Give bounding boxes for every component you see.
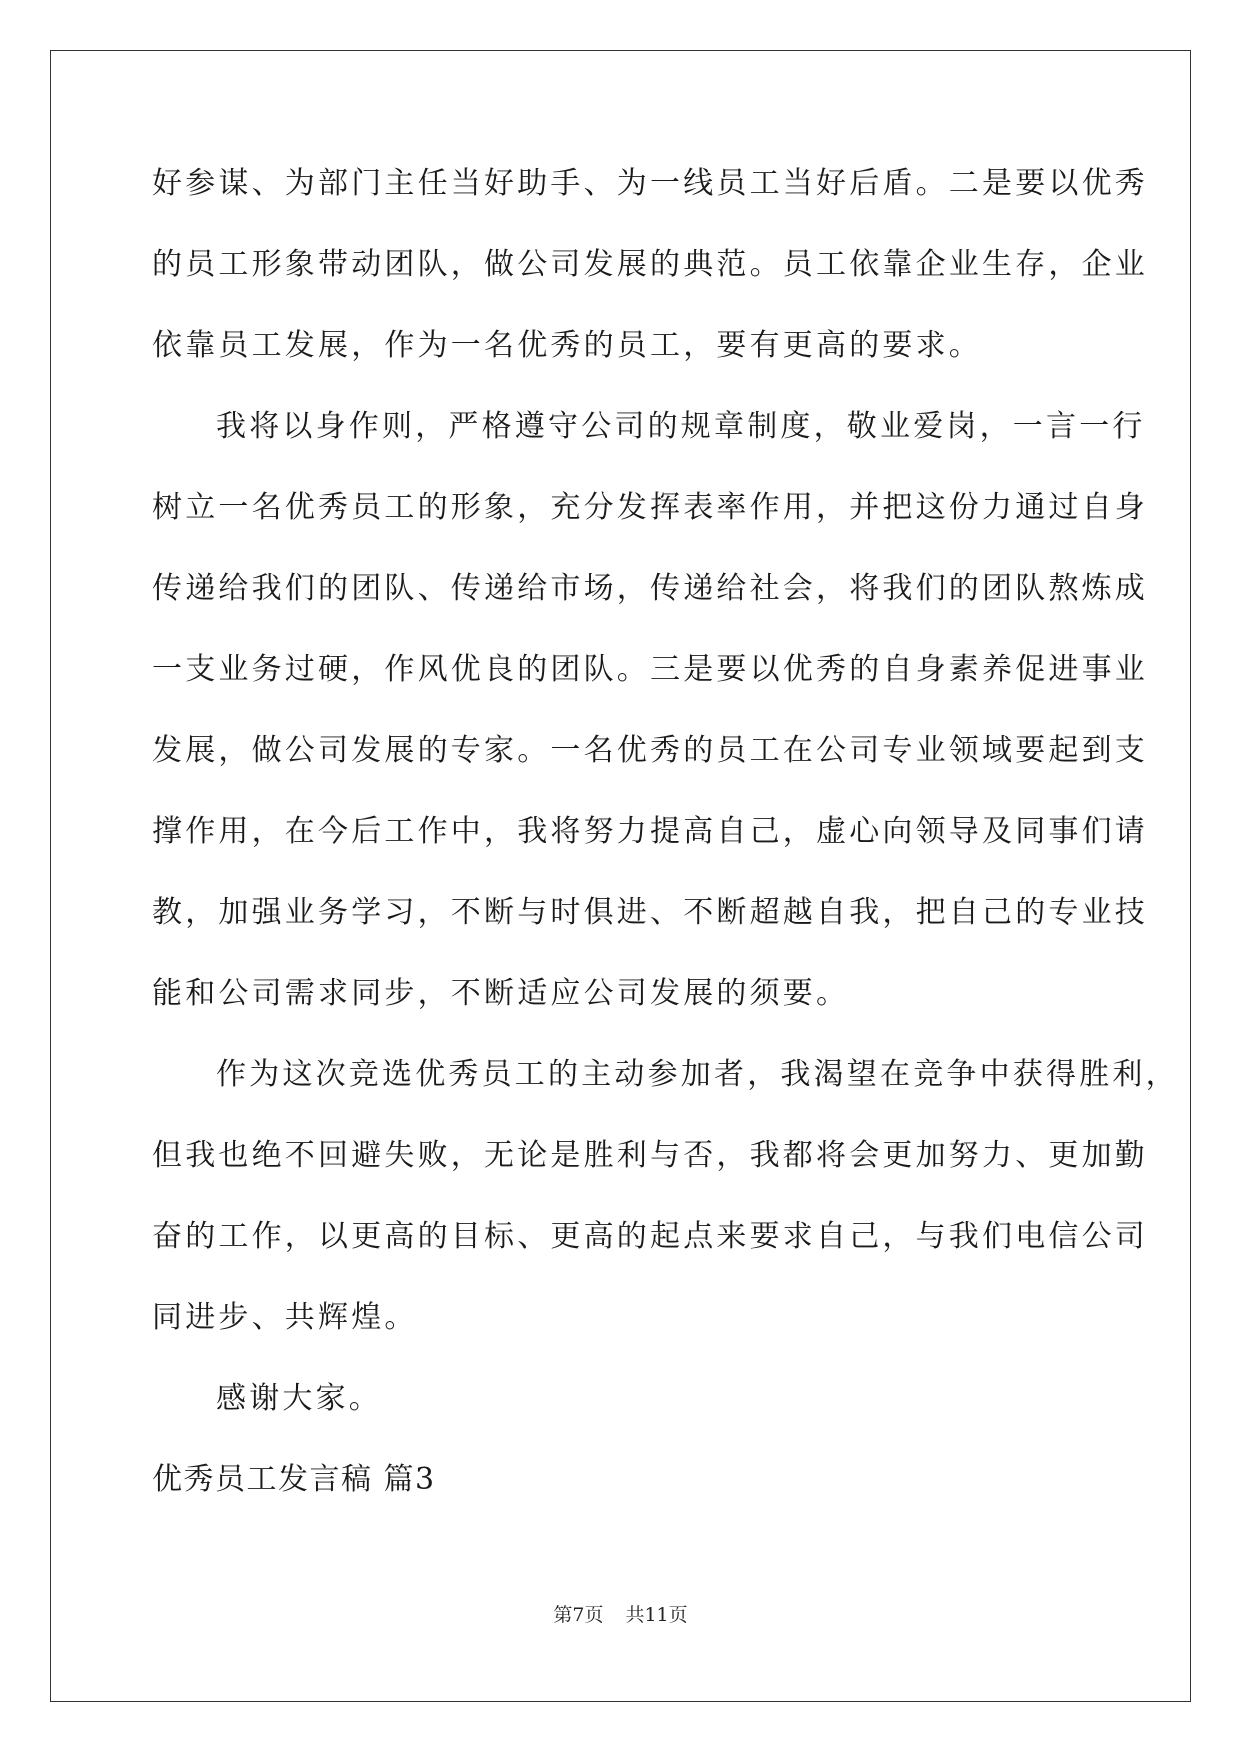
paragraph-line: 教，加强业务学习，不断与时俱进、不断超越自我，把自己的专业技: [152, 895, 1148, 930]
closing-line: 感谢大家。: [216, 1381, 382, 1416]
paragraph-line: 但我也绝不回避失败，无论是胜利与否，我都将会更加努力、更加勤: [152, 1138, 1148, 1173]
paragraph-line: 我将以身作则，严格遵守公司的规章制度，敬业爱岗，一言一行: [216, 409, 1146, 444]
paragraph-line: 传递给我们的团队、传递给市场，传递给社会，将我们的团队熬炼成: [152, 571, 1148, 606]
paragraph-line: 撑作用，在今后工作中，我将努力提高自己，虚心向领导及同事们请: [152, 814, 1148, 849]
page-number: 第7页: [553, 1604, 604, 1626]
paragraph-line: 同进步、共辉煌。: [152, 1300, 418, 1335]
paragraph-line: 能和公司需求同步，不断适应公司发展的须要。: [152, 976, 850, 1011]
paragraph-line: 树立一名优秀员工的形象，充分发挥表率作用，并把这份力通过自身: [152, 490, 1148, 525]
paragraph-line: 奋的工作，以更高的目标、更高的起点来要求自己，与我们电信公司: [152, 1219, 1148, 1254]
paragraph-line: 的员工形象带动团队，做公司发展的典范。员工依靠企业生存，企业: [152, 247, 1148, 282]
paragraph-line: 好参谋、为部门主任当好助手、为一线员工当好后盾。二是要以优秀: [152, 166, 1148, 201]
page-footer: [0, 1600, 1241, 1627]
paragraph-line: 依靠员工发展，作为一名优秀的员工，要有更高的要求。: [152, 328, 982, 363]
total-pages: 共11页: [625, 1604, 688, 1626]
paragraph-line: 发展，做公司发展的专家。一名优秀的员工在公司专业领域要起到支: [152, 733, 1148, 768]
section-heading: 优秀员工发言稿 篇3: [152, 1462, 436, 1497]
paragraph-line: 作为这次竞选优秀员工的主动参加者，我渴望在竞争中获得胜利，: [216, 1057, 1179, 1092]
document-body: [152, 156, 1179, 1533]
paragraph-line: 一支业务过硬，作风优良的团队。三是要以优秀的自身素养促进事业: [152, 652, 1148, 687]
